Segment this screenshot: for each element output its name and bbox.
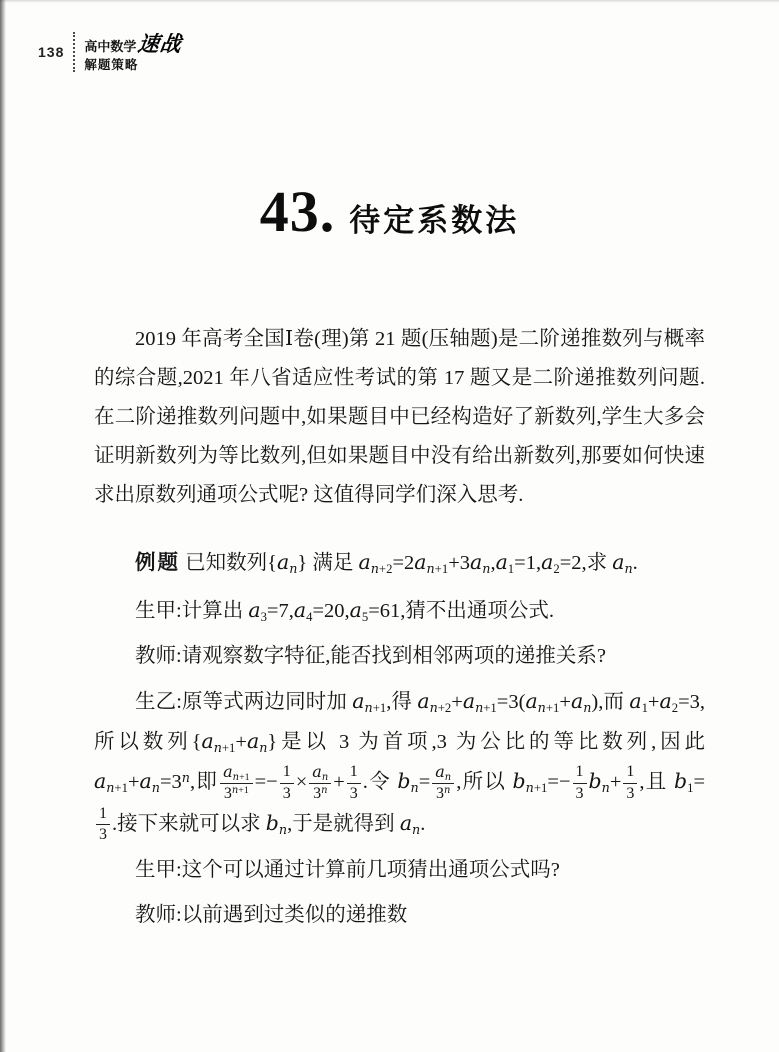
text-run: ,即 <box>189 771 219 793</box>
math-expression: $a_4=20$ <box>293 598 345 624</box>
text-run: , <box>535 552 542 574</box>
section-number: 43. <box>259 179 336 244</box>
text-run: 生甲:这个可以通过计算前几项猜出通项公式吗? <box>135 858 560 881</box>
text-run: , <box>490 552 496 574</box>
text-run: 满足 <box>307 552 359 574</box>
dialog-student-a-1 <box>94 591 705 631</box>
dialog-student-b-1 <box>94 682 705 845</box>
math-expression: $b_1=$ <box>673 769 706 795</box>
math-expression: $a_{n+1}+a_n=3^n$ <box>94 769 190 795</box>
fraction: $\frac{a_{n+1}}{3^{n+1}}$ <box>220 763 252 804</box>
text-run: .令 <box>362 771 398 793</box>
header-divider <box>73 32 75 72</box>
text-run: 是以 3 为首项,3 为公比的等比数列,因此 <box>277 731 705 753</box>
math-expression: $b_{n+1}=$ <box>512 769 559 795</box>
text-run: ,求 <box>581 552 613 574</box>
brand-logo: 速战 <box>136 32 185 56</box>
text-run: + <box>609 771 622 793</box>
math-expression: $a_1=1$ <box>495 550 536 576</box>
fraction: $\frac{1}{3}$ <box>96 805 110 845</box>
brand-title <box>84 32 185 56</box>
text-run: ,得 <box>386 691 418 713</box>
fraction: $\frac{a_n}{3^n}$ <box>309 763 331 804</box>
fraction: $\frac{1}{3}$ <box>280 763 294 803</box>
text-run: 已知数列 <box>180 552 268 574</box>
text-run: + <box>333 771 345 793</box>
text-run: 教师:以前遇到过类似的递推数 <box>135 903 408 926</box>
brand-prefix: 高中数学 <box>84 39 137 54</box>
math-expression: $\{a_n\}$ <box>267 550 308 576</box>
text-run: 生乙:原等式两边同时加 <box>135 691 353 713</box>
text-run: 教师:请观察数字特征,能否找到相邻两项的递推关系? <box>135 645 606 667</box>
math-expression: $a_1+a_2=3$ <box>629 689 700 715</box>
math-expression: $b_n$ <box>265 810 288 837</box>
text-run: . <box>632 552 638 574</box>
text-run: × <box>295 771 308 793</box>
text-run: ,所以 <box>456 771 513 793</box>
example-label: 例题 <box>135 552 180 574</box>
text-run: 2019 年高考全国Ⅰ卷(理)第 21 题(压轴题)是二阶递推数列与概率的综合题,2021 年八省适应性考试的第 17 题又是二阶递推数列问题.在二阶递推数列问题中,如果题目中已经构造好了新数列,学生大多会证明新数列为等比数列,但如果题目中没有给出新数列,那要如何快速求出原数列通项公式呢? 这值得同学们深入思考. <box>94 328 705 506</box>
text-run: ,且 <box>639 771 674 793</box>
text-run: , <box>288 600 294 622</box>
page-number: 138 <box>38 44 65 61</box>
dialog-teacher-2 <box>94 896 705 935</box>
text-run: 生甲:计算出 <box>135 600 249 622</box>
math-expression: $a_2=2$ <box>541 550 582 576</box>
math-expression: $a_{n+1}$ <box>352 689 387 715</box>
brand-subtitle: 解题策略 <box>84 58 139 73</box>
text-run: ,猜不出通项公式. <box>400 600 555 622</box>
math-expression: $a_3=7$ <box>248 598 289 624</box>
math-expression: = <box>254 771 267 793</box>
body-content <box>94 320 705 941</box>
fraction: $\frac{1}{3}$ <box>623 763 637 803</box>
math-expression: $a_n$ <box>612 550 633 576</box>
intro-paragraph <box>94 320 705 515</box>
math-expression: $a_{n+2}+a_{n+1}=3(a_{n+1}+a_n)$ <box>417 689 599 715</box>
text-run: ,所以数列 <box>94 691 706 753</box>
math-expression: $a_{n+2}=2a_{n+1}+3a_n$ <box>358 550 491 576</box>
fraction: $\frac{a_n}{3^n}$ <box>432 763 454 804</box>
math-expression: $b_n$ <box>588 769 610 795</box>
fraction: $\frac{1}{3}$ <box>573 763 587 803</box>
math-expression: $a_5=61$ <box>349 598 401 624</box>
example-paragraph <box>94 543 705 583</box>
text-run: . <box>420 812 426 835</box>
page-header <box>38 32 185 73</box>
math-expression: $a_n$ <box>399 810 421 837</box>
text-run: ,于是就得到 <box>287 812 400 835</box>
text-run: ,而 <box>598 691 630 713</box>
dialog-teacher-1 <box>94 637 705 676</box>
text-run: − <box>558 771 571 793</box>
math-expression: $b_n=$ <box>397 769 431 795</box>
text-run: , <box>344 600 350 622</box>
dialog-student-a-2 <box>94 851 705 890</box>
math-expression: $\{a_{n+1}+a_n\}$ <box>191 729 278 755</box>
fraction: $\frac{1}{3}$ <box>347 763 361 803</box>
section-title <box>0 178 779 245</box>
section-title-text: 待定系数法 <box>349 203 520 238</box>
text-run: − <box>266 771 278 793</box>
brand-block <box>84 32 185 73</box>
text-run: .接下来就可以求 <box>112 812 266 835</box>
